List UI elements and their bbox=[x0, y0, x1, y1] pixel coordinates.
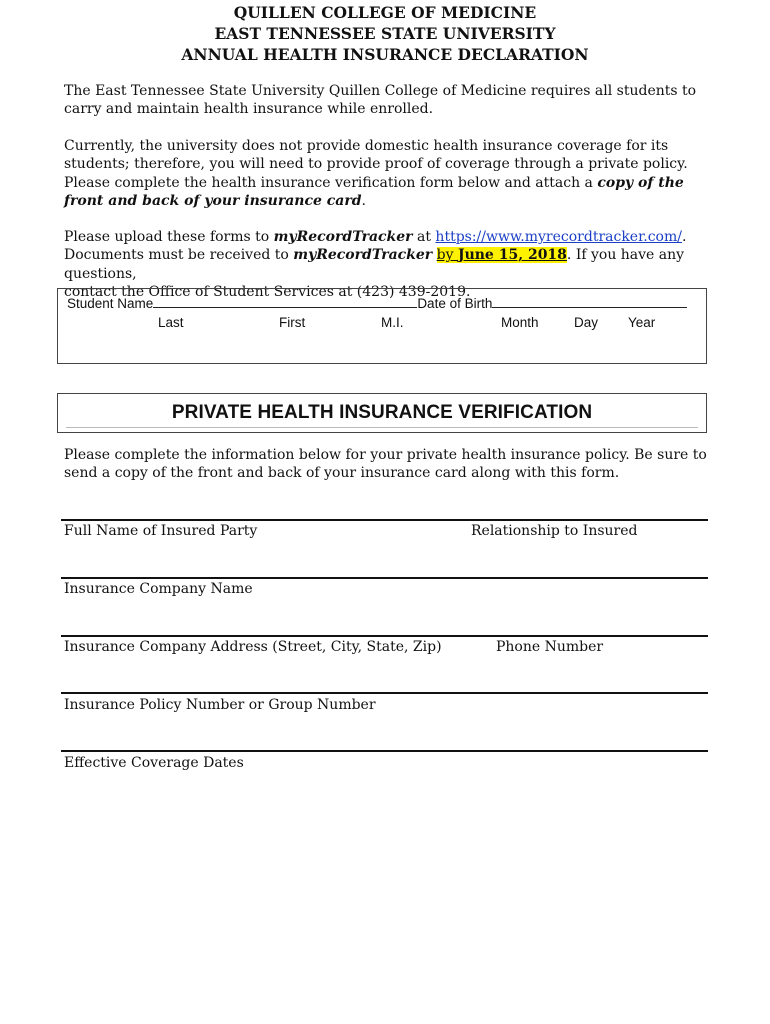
sublabel-mi: M.I. bbox=[381, 315, 404, 330]
verification-title-box bbox=[57, 393, 707, 433]
sublabel-first: First bbox=[279, 315, 306, 330]
coverage-dates-label: Effective Coverage Dates bbox=[64, 755, 244, 771]
intro-p2-text: Currently, the university does not provide domestic health insurance coverage for its students; therefore, you will need to provide proof of coverage through a private policy. Please complete the health insurance verification form below and attach a bbox=[64, 138, 688, 191]
intro-p3-f: . If you have any questions, bbox=[64, 247, 685, 282]
coverage-dates-line[interactable] bbox=[61, 750, 708, 752]
company-name-line[interactable] bbox=[61, 577, 708, 579]
verification-instructions: Please complete the information below for your private health insurance policy. Be sure to send a copy of the front and back of your insurance card along with this form. bbox=[64, 447, 707, 482]
deadline-date: June 15, 2018 bbox=[457, 247, 567, 264]
sublabel-last: Last bbox=[158, 315, 184, 330]
brand-name-2: myRecordTracker bbox=[293, 247, 433, 264]
title-divider bbox=[66, 427, 698, 428]
insured-name-line[interactable] bbox=[61, 519, 708, 521]
verification-title: PRIVATE HEALTH INSURANCE VERIFICATION bbox=[171, 402, 593, 423]
intro-paragraph-2 bbox=[64, 137, 714, 210]
dob-label: Date of Birth bbox=[417, 296, 493, 311]
phone-label: Phone Number bbox=[496, 639, 604, 655]
intro-paragraph-1: The East Tennessee State University Quillen College of Medicine requires all students to carry and maintain health insurance while enrolled. bbox=[64, 83, 697, 118]
policy-number-line[interactable] bbox=[61, 692, 708, 694]
relationship-label: Relationship to Insured bbox=[471, 523, 638, 539]
deadline-highlight bbox=[437, 247, 567, 263]
document-header bbox=[0, 2, 770, 65]
header-university: EAST TENNESSEE STATE UNIVERSITY bbox=[214, 24, 556, 43]
record-tracker-link[interactable]: https://www.myrecordtracker.com/ bbox=[435, 229, 682, 245]
dob-field[interactable] bbox=[492, 295, 687, 308]
brand-name: myRecordTracker bbox=[273, 229, 413, 245]
company-name-label: Insurance Company Name bbox=[64, 581, 253, 597]
student-info-box bbox=[57, 288, 707, 364]
intro-p3-c: . bbox=[681, 229, 687, 245]
student-name-field[interactable] bbox=[153, 295, 417, 308]
sublabel-day: Day bbox=[574, 315, 599, 330]
sublabel-month: Month bbox=[501, 315, 539, 330]
deadline-by: by bbox=[436, 247, 458, 264]
intro-p3-g: contact the Office of Student Services at (423) 439-2019. bbox=[64, 283, 471, 300]
intro-p3-a: Please upload these forms to bbox=[64, 229, 274, 245]
intro-p3-d: Documents must be received to bbox=[64, 247, 294, 264]
sublabel-year: Year bbox=[628, 315, 656, 330]
student-name-label: Student Name bbox=[67, 296, 154, 311]
company-address-label: Insurance Company Address (Street, City, State, Zip) bbox=[64, 639, 442, 655]
intro-p2-emphasis: copy of the front and back of your insurance card bbox=[64, 174, 684, 209]
company-address-line[interactable] bbox=[61, 635, 708, 637]
header-form-title: ANNUAL HEALTH INSURANCE DECLARATION bbox=[181, 45, 589, 64]
header-college: QUILLEN COLLEGE OF MEDICINE bbox=[233, 3, 537, 22]
intro-p2-end: . bbox=[361, 192, 366, 209]
policy-number-label: Insurance Policy Number or Group Number bbox=[64, 697, 376, 713]
intro-p3-b: at bbox=[412, 229, 436, 245]
student-info-row bbox=[67, 295, 687, 311]
insured-name-label: Full Name of Insured Party bbox=[64, 523, 258, 539]
